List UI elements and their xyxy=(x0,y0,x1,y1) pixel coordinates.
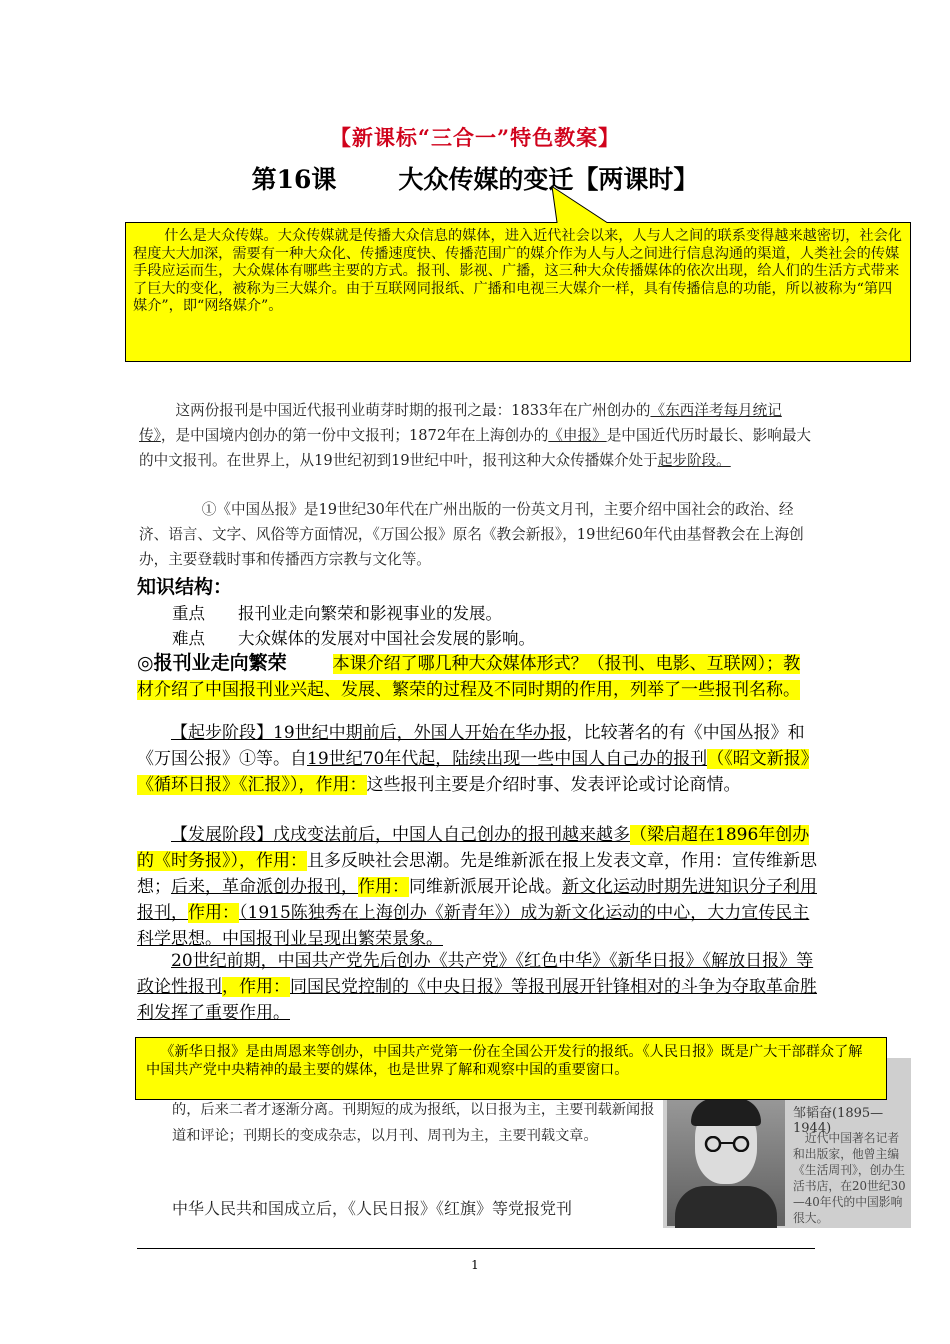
note-box: 《新华日报》是由周恩来等创办，中国共产党第一份在全国公开发行的报纸。《人民日报》既是广大干部群众了解中国共产党中央精神的最主要的媒体，也是世界了解和观察中国的重要窗口。 xyxy=(135,1037,887,1100)
scan-paragraph-lower: 中华人民共和国成立后，《人民日报》《红旗》等党报党刊 xyxy=(172,1199,573,1218)
para-text: 20世纪前期，中国共产党先后创办《共产党》《红色中华》《新华日报》《解放日报》等政论性报刊 xyxy=(137,951,814,997)
para-text: 新文化运动时期先进知识分子利用报刊， xyxy=(137,877,817,923)
scan-text-underlined: 《东西洋考每月统记传》 xyxy=(139,402,782,444)
para-text: 19世纪中期前后，外国人开始在华办报 xyxy=(273,723,567,743)
footer-divider xyxy=(137,1248,815,1249)
difficult-point-label: 难点 xyxy=(172,629,205,648)
stage-label: 【发展阶段】 xyxy=(171,825,273,845)
lesson-name: 大众传媒的变迁【两课时】 xyxy=(398,165,699,194)
intro-callout xyxy=(125,222,910,360)
para-text: （1915陈独秀在上海创办《新青年》）成为新文化运动的中心，大力宣传民主科学思想。中国报刊业呈现出繁荣景象。 xyxy=(137,903,810,949)
para-highlight: 作用： xyxy=(358,877,409,897)
scan-text-underlined: 《申报》 xyxy=(548,427,607,444)
portrait-photo xyxy=(667,1094,785,1226)
para-text: ，陆续出现一些中国人自己办的报刊 xyxy=(435,749,708,769)
page-number: 1 xyxy=(471,1258,479,1272)
callout-text: 什么是大众传媒。大众传媒就是传播大众信息的媒体，进入近代社会以来，人与人之间的联系变得越来越密切，社会化程度大大加深，需要有一种大众化、传播速度快、传播范围广的媒介作为人与人之间进行信息沟通的渠道，人类社会的传媒手段应运而生，大众媒体有哪些主要的方式。报刊、影视、广播，这三种大众传播媒体的依次出现，给人们的生活方式带来了巨大的变化，被称为三大媒介。由于互联网同报纸、广播和电视三大媒介一样，具有传播信息的功能，所以被称为“第四媒介”，即“网络媒介”。 xyxy=(133,228,902,314)
para-highlight: （《昭文新报》《循环日报》《汇报》），作用： xyxy=(137,749,810,795)
scan-paragraph-lower: 的，后来二者才逐渐分离。刊期短的成为报纸，以日报为主，主要刊载新闻报道和评论；刊期长的变成杂志，以月刊、周刊为主，主要刊载文章。 xyxy=(172,1102,655,1144)
key-point-label: 重点 xyxy=(172,604,205,623)
para-text: 19世纪70年代起 xyxy=(307,749,436,769)
paragraph-development-stage xyxy=(137,822,817,952)
portrait-suit xyxy=(675,1186,777,1228)
scan-text: 是中国近代历时最长、影响最大的中文报刊。在世界上，从19世纪初到19世纪中叶，报刊这种大众传播媒介处于 xyxy=(139,427,812,469)
para-highlight: 作用： xyxy=(188,903,239,923)
portrait-caption: 近代中国著名记者和出版家，他曾主编《生活周刊》，创办生活书店，在20世纪30—40年代的中国影响很大。 xyxy=(793,1131,906,1225)
section-title: ◎报刊业走向繁荣 xyxy=(137,652,287,674)
scan-text: ，是中国境内创办的第一份中文报刊；1872年在上海创办的 xyxy=(160,427,549,444)
para-highlight: （梁启超在1896年创办的《时务报》），作用： xyxy=(137,825,810,871)
scan-paragraph xyxy=(139,398,814,473)
key-point xyxy=(172,600,502,624)
scan-text-underlined: 起步阶段。 xyxy=(657,452,731,469)
para-text: 戊戌变法前后，中国人自己创办的报刊越来越多 xyxy=(273,825,630,845)
stage-label: 【起步阶段】 xyxy=(171,723,273,743)
portrait-hair xyxy=(691,1098,761,1126)
series-title: 【新课标“三合一”特色教案】 xyxy=(329,125,621,150)
knowledge-heading: 知识结构： xyxy=(137,576,233,598)
paragraph-20th-century xyxy=(137,948,817,1026)
para-text: 这些报刊主要是介绍时事、发表评论或讨论商情。 xyxy=(366,775,741,795)
lesson-number: 第16课 xyxy=(251,165,337,194)
paragraph-start-stage xyxy=(137,720,817,798)
para-text: 同国民党控制的《中央日报》等报刊展开针锋相对的斗争为夺取革命胜利发挥了重要作用。 xyxy=(137,977,817,1023)
para-highlight: ，作用： xyxy=(222,977,290,997)
para-text: 同维新派展开论战。 xyxy=(409,877,562,897)
para-text: 且多反映社会思潮。先是维新派在报上发表文章，作用：宣传维新思想； xyxy=(137,851,817,897)
glasses-icon xyxy=(701,1136,753,1152)
scan-text: 这两份报刊是中国近代报刊业萌芽时期的报刊之最：1833年在广州创办的 xyxy=(175,402,651,419)
difficult-point-text: 大众媒体的发展对中国社会发展的影响。 xyxy=(238,629,535,648)
section-intro xyxy=(137,650,817,703)
portrait-name: 邹韬奋(1895—1944) xyxy=(793,1106,884,1136)
para-text: 后来，革命派创办报刊， xyxy=(171,877,358,897)
scan-footnote: ①《中国丛报》是19世纪30年代在广州出版的一份英文月刊，主要介绍中国社会的政治、经济、语言、文字、风俗等方面情况，《万国公报》原名《教会新报》，19世纪60年代由基督教会在上海创办，主要登载时事和传播西方宗教与文化等。 xyxy=(139,501,804,568)
key-point-text: 报刊业走向繁荣和影视事业的发展。 xyxy=(238,604,502,623)
difficult-point xyxy=(172,625,535,649)
section-intro-text: 本课介绍了哪几种大众媒体形式？（报刊、电影、互联网）；教材介绍了中国报刊业兴起、发展、繁荣的过程及不同时期的作用，列举了一些报刊名称。 xyxy=(137,654,801,700)
para-text: ，比较著名的有《中国丛报》和《万国公报》①等。自 xyxy=(137,723,805,769)
